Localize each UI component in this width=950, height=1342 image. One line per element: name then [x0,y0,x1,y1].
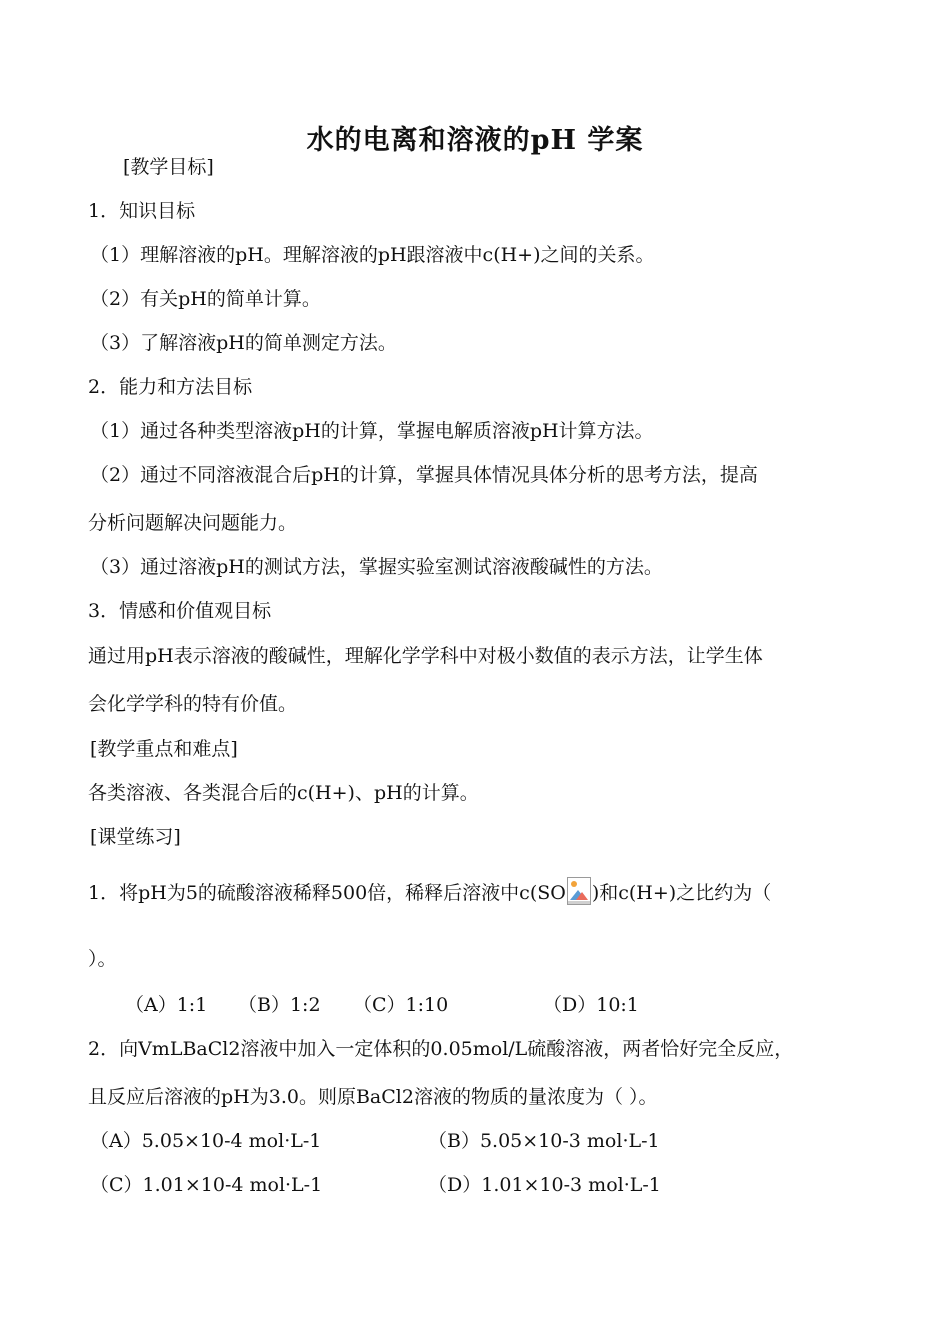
practice-header: [课堂练习] [90,826,181,848]
s2-item-2-cont: 分析问题解决问题能力。 [88,512,298,534]
q1-option-c: （C）1:10 [353,994,449,1016]
section-3-heading: 3．情感和价值观目标 [88,600,272,622]
s2-item-3: （3）通过溶液pH的测试方法，掌握实验室测试溶液酸碱性的方法。 [90,556,663,578]
q2-option-d: （D）1.01×10-3 mol·L-1 [428,1174,661,1196]
broken-image-icon [567,877,591,905]
section-1-heading: 1．知识目标 [88,200,196,222]
s2-item-2: （2）通过不同溶液混合后pH的计算，掌握具体情况具体分析的思考方法，提高 [90,464,758,486]
s3-text-2: 会化学学科的特有价值。 [88,693,298,715]
s1-item-1: （1）理解溶液的pH。理解溶液的pH跟溶液中c(H+)之间的关系。 [90,244,655,266]
q1-text-after: )和c(H+)之比约为（ [591,882,772,904]
q1-option-a: （A）1:1 [125,994,208,1016]
s2-item-1: （1）通过各种类型溶液pH的计算，掌握电解质溶液pH计算方法。 [90,420,654,442]
s1-item-2: （2）有关pH的简单计算。 [90,288,321,310]
q1-option-b: （B）1:2 [238,994,321,1016]
q1-text-before: 1．将pH为5的硫酸溶液稀释500倍，稀释后溶液中c(SO [88,882,566,904]
q2-option-b: （B）5.05×10-3 mol·L-1 [428,1130,660,1152]
objectives-header: [教学目标] [123,156,214,178]
section-2-heading: 2．能力和方法目标 [88,376,253,398]
s1-item-3: （3）了解溶液pH的简单测定方法。 [90,332,397,354]
document-title: 水的电离和溶液的pH 学案 [306,125,644,156]
q2-option-c: （C）1.01×10-4 mol·L-1 [90,1174,323,1196]
question-1 [88,877,771,906]
s3-text-1: 通过用pH表示溶液的酸碱性，理解化学学科中对极小数值的表示方法，让学生体 [88,645,763,667]
q1-cont: ）。 [88,948,117,970]
q2-option-a: （A）5.05×10-4 mol·L-1 [90,1130,322,1152]
focus-header: [教学重点和难点] [90,738,238,760]
question-2-line-1: 2．向VmLBaCl2溶液中加入一定体积的0.05mol/L硫酸溶液，两者恰好完全反应， [88,1038,794,1060]
question-2-line-2: 且反应后溶液的pH为3.0。则原BaCl2溶液的物质的量浓度为（ ）。 [88,1086,658,1108]
focus-text: 各类溶液、各类混合后的c(H+)、pH的计算。 [88,782,479,804]
q1-option-d: （D）10:1 [543,994,639,1016]
